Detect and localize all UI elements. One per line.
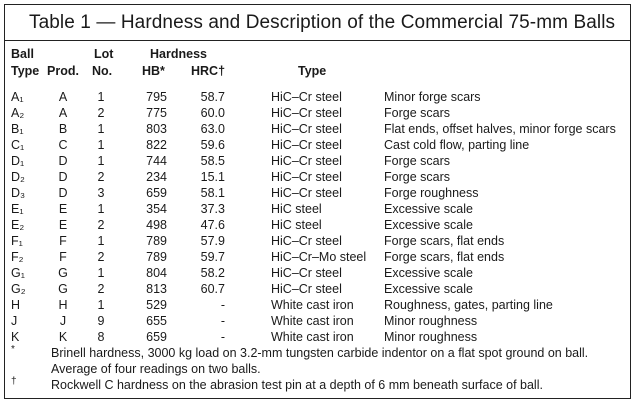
- table-row: [5, 105, 630, 121]
- cell-hb: 775: [146, 106, 167, 120]
- cell-ball: F₁: [11, 234, 23, 248]
- cell-hrc: 63.0: [200, 122, 225, 136]
- header-hardness: Hardness: [150, 47, 207, 61]
- cell-hb: 655: [146, 314, 167, 328]
- cell-type: HiC–Cr steel: [271, 266, 342, 280]
- cell-hrc: 47.6: [200, 218, 225, 232]
- table-row: [5, 89, 630, 105]
- footnote: [5, 345, 630, 361]
- cell-prod: A: [58, 90, 68, 104]
- table-row: [5, 249, 630, 265]
- cell-desc: Cast cold flow, parting line: [384, 138, 530, 152]
- table-row: [5, 137, 630, 153]
- cell-desc: Excessive scale: [384, 218, 473, 232]
- cell-prod: F: [59, 234, 67, 248]
- cell-type: HiC–Cr steel: [271, 154, 342, 168]
- cell-type: HiC–Cr steel: [271, 122, 342, 136]
- cell-type: White cast iron: [271, 330, 354, 344]
- cell-ball: A₂: [11, 106, 25, 120]
- table-row: [5, 313, 630, 329]
- cell-hb: 789: [146, 250, 167, 264]
- cell-ball: E₁: [11, 202, 24, 216]
- cell-desc: Roughness, gates, parting line: [384, 298, 553, 312]
- cell-desc: Forge roughness: [384, 186, 479, 200]
- cell-ball: F₂: [11, 250, 24, 264]
- header-lot-line2: No.: [92, 64, 113, 78]
- cell-ball: D₂: [11, 170, 25, 184]
- cell-hb: 498: [146, 218, 167, 232]
- cell-hrc: -: [220, 298, 225, 312]
- table-row: [5, 185, 630, 201]
- cell-hrc: 58.5: [200, 154, 225, 168]
- cell-hrc: 58.1: [200, 186, 225, 200]
- cell-lot: 1: [97, 234, 105, 248]
- cell-hrc: 58.2: [200, 266, 225, 280]
- cell-ball: K: [11, 330, 20, 344]
- cell-type: White cast iron: [271, 314, 354, 328]
- cell-lot: 1: [97, 154, 105, 168]
- cell-hb: 795: [146, 90, 167, 104]
- cell-lot: 2: [97, 218, 105, 232]
- footnote-mark: *: [11, 344, 15, 355]
- cell-prod: D: [58, 170, 68, 184]
- cell-ball: D₃: [11, 186, 26, 200]
- cell-desc: Excessive scale: [384, 202, 473, 216]
- cell-hb: 659: [146, 186, 167, 200]
- cell-prod: K: [58, 330, 68, 344]
- cell-desc: Minor roughness: [384, 314, 478, 328]
- cell-lot: 8: [97, 330, 105, 344]
- cell-ball: J: [11, 314, 18, 328]
- cell-type: White cast iron: [271, 298, 354, 312]
- cell-ball: B₁: [11, 122, 24, 136]
- cell-hb: 803: [146, 122, 167, 136]
- cell-prod: F: [59, 250, 67, 264]
- cell-lot: 2: [97, 282, 105, 296]
- cell-hb: 822: [146, 138, 167, 152]
- header-type: Type: [298, 64, 327, 78]
- footnote-text: Rockwell C hardness on the abrasion test pin at a depth of 6 mm beneath surface of ball.: [51, 378, 543, 392]
- cell-type: HiC–Cr–Mo steel: [271, 250, 367, 264]
- cell-type: HiC–Cr steel: [271, 106, 342, 120]
- cell-lot: 2: [97, 250, 105, 264]
- header-hrc: HRC†: [191, 64, 226, 78]
- table-row: [5, 329, 630, 345]
- cell-ball: A₁: [11, 90, 24, 104]
- cell-type: HiC–Cr steel: [271, 282, 342, 296]
- cell-type: HiC–Cr steel: [271, 170, 342, 184]
- cell-ball: H: [11, 298, 21, 312]
- cell-type: HiC steel: [271, 218, 322, 232]
- cell-type: HiC–Cr steel: [271, 186, 342, 200]
- cell-lot: 1: [97, 122, 105, 136]
- footnote-text: Average of four readings on two balls.: [51, 362, 261, 376]
- table-row: [5, 281, 630, 297]
- cell-ball: G₁: [11, 266, 25, 280]
- cell-prod: E: [58, 218, 68, 232]
- cell-hrc: 60.0: [200, 106, 225, 120]
- cell-desc: Excessive scale: [384, 266, 473, 280]
- cell-desc: Flat ends, offset halves, minor forge scars: [384, 122, 616, 136]
- table-row: [5, 233, 630, 249]
- cell-ball: E₂: [11, 218, 25, 232]
- table-row: [5, 153, 630, 169]
- cell-desc: Forge scars: [384, 170, 450, 184]
- cell-prod: C: [58, 138, 68, 152]
- header-hb: HB*: [142, 64, 165, 78]
- cell-desc: Minor forge scars: [384, 90, 481, 104]
- cell-hrc: 59.7: [200, 250, 225, 264]
- cell-hrc: 37.3: [200, 202, 225, 216]
- cell-desc: Excessive scale: [384, 282, 473, 296]
- header-ball-line1: Ball: [11, 47, 34, 61]
- cell-type: HiC–Cr steel: [271, 90, 342, 104]
- table-title: Table 1 — Hardness and Description of the Commercial 75-mm Balls: [5, 5, 630, 41]
- cell-hb: 234: [146, 170, 167, 184]
- cell-desc: Forge scars: [384, 106, 450, 120]
- header-ball-line2: Type: [11, 64, 40, 78]
- cell-hrc: 60.7: [200, 282, 225, 296]
- cell-lot: 2: [97, 106, 105, 120]
- cell-lot: 1: [97, 298, 105, 312]
- cell-prod: A: [58, 106, 68, 120]
- table-frame: [4, 4, 631, 399]
- header-lot-line1: Lot: [94, 47, 114, 61]
- cell-prod: E: [58, 202, 68, 216]
- cell-lot: 1: [97, 90, 105, 104]
- footnotes: [5, 345, 630, 393]
- cell-ball: C₁: [11, 138, 25, 152]
- table-row: [5, 265, 630, 281]
- cell-ball: G₂: [11, 282, 26, 296]
- cell-lot: 2: [97, 170, 105, 184]
- cell-hrc: 59.6: [200, 138, 225, 152]
- table-row: [5, 121, 630, 137]
- cell-hb: 744: [146, 154, 167, 168]
- cell-hb: 813: [146, 282, 167, 296]
- cell-hrc: 15.1: [200, 170, 225, 184]
- cell-lot: 1: [97, 202, 105, 216]
- cell-type: HiC–Cr steel: [271, 234, 342, 248]
- cell-ball: D₁: [11, 154, 25, 168]
- cell-type: HiC steel: [271, 202, 322, 216]
- table-body: [5, 89, 630, 345]
- cell-desc: Forge scars, flat ends: [384, 234, 505, 248]
- cell-prod: B: [58, 122, 68, 136]
- cell-prod: J: [59, 314, 67, 328]
- cell-prod: D: [58, 154, 68, 168]
- cell-lot: 1: [97, 138, 105, 152]
- footnote-text: Brinell hardness, 3000 kg load on 3.2-mm tungsten carbide indentor on a flat spot ground on ball.: [51, 346, 589, 360]
- cell-lot: 3: [97, 186, 105, 200]
- cell-lot: 9: [97, 314, 105, 328]
- cell-prod: H: [58, 298, 68, 312]
- cell-hb: 659: [146, 330, 167, 344]
- footnote: [5, 361, 630, 377]
- cell-prod: D: [58, 186, 68, 200]
- footnote-mark: †: [11, 376, 17, 387]
- table-row: [5, 297, 630, 313]
- table-row: [5, 201, 630, 217]
- cell-hb: 789: [146, 234, 167, 248]
- cell-prod: G: [58, 266, 68, 280]
- header-prod: Prod.: [47, 64, 79, 78]
- cell-lot: 1: [97, 266, 105, 280]
- table-row: [5, 169, 630, 185]
- cell-desc: Forge scars, flat ends: [384, 250, 505, 264]
- cell-hrc: 57.9: [200, 234, 225, 248]
- cell-hb: 354: [146, 202, 167, 216]
- cell-desc: Forge scars: [384, 154, 450, 168]
- cell-hb: 529: [146, 298, 167, 312]
- footnote: [5, 377, 630, 393]
- cell-type: HiC–Cr steel: [271, 138, 342, 152]
- cell-desc: Minor roughness: [384, 330, 478, 344]
- cell-prod: G: [58, 282, 68, 296]
- cell-hb: 804: [146, 266, 167, 280]
- cell-hrc: 58.7: [200, 90, 225, 104]
- cell-hrc: -: [220, 330, 225, 344]
- cell-hrc: -: [220, 314, 225, 328]
- table-row: [5, 217, 630, 233]
